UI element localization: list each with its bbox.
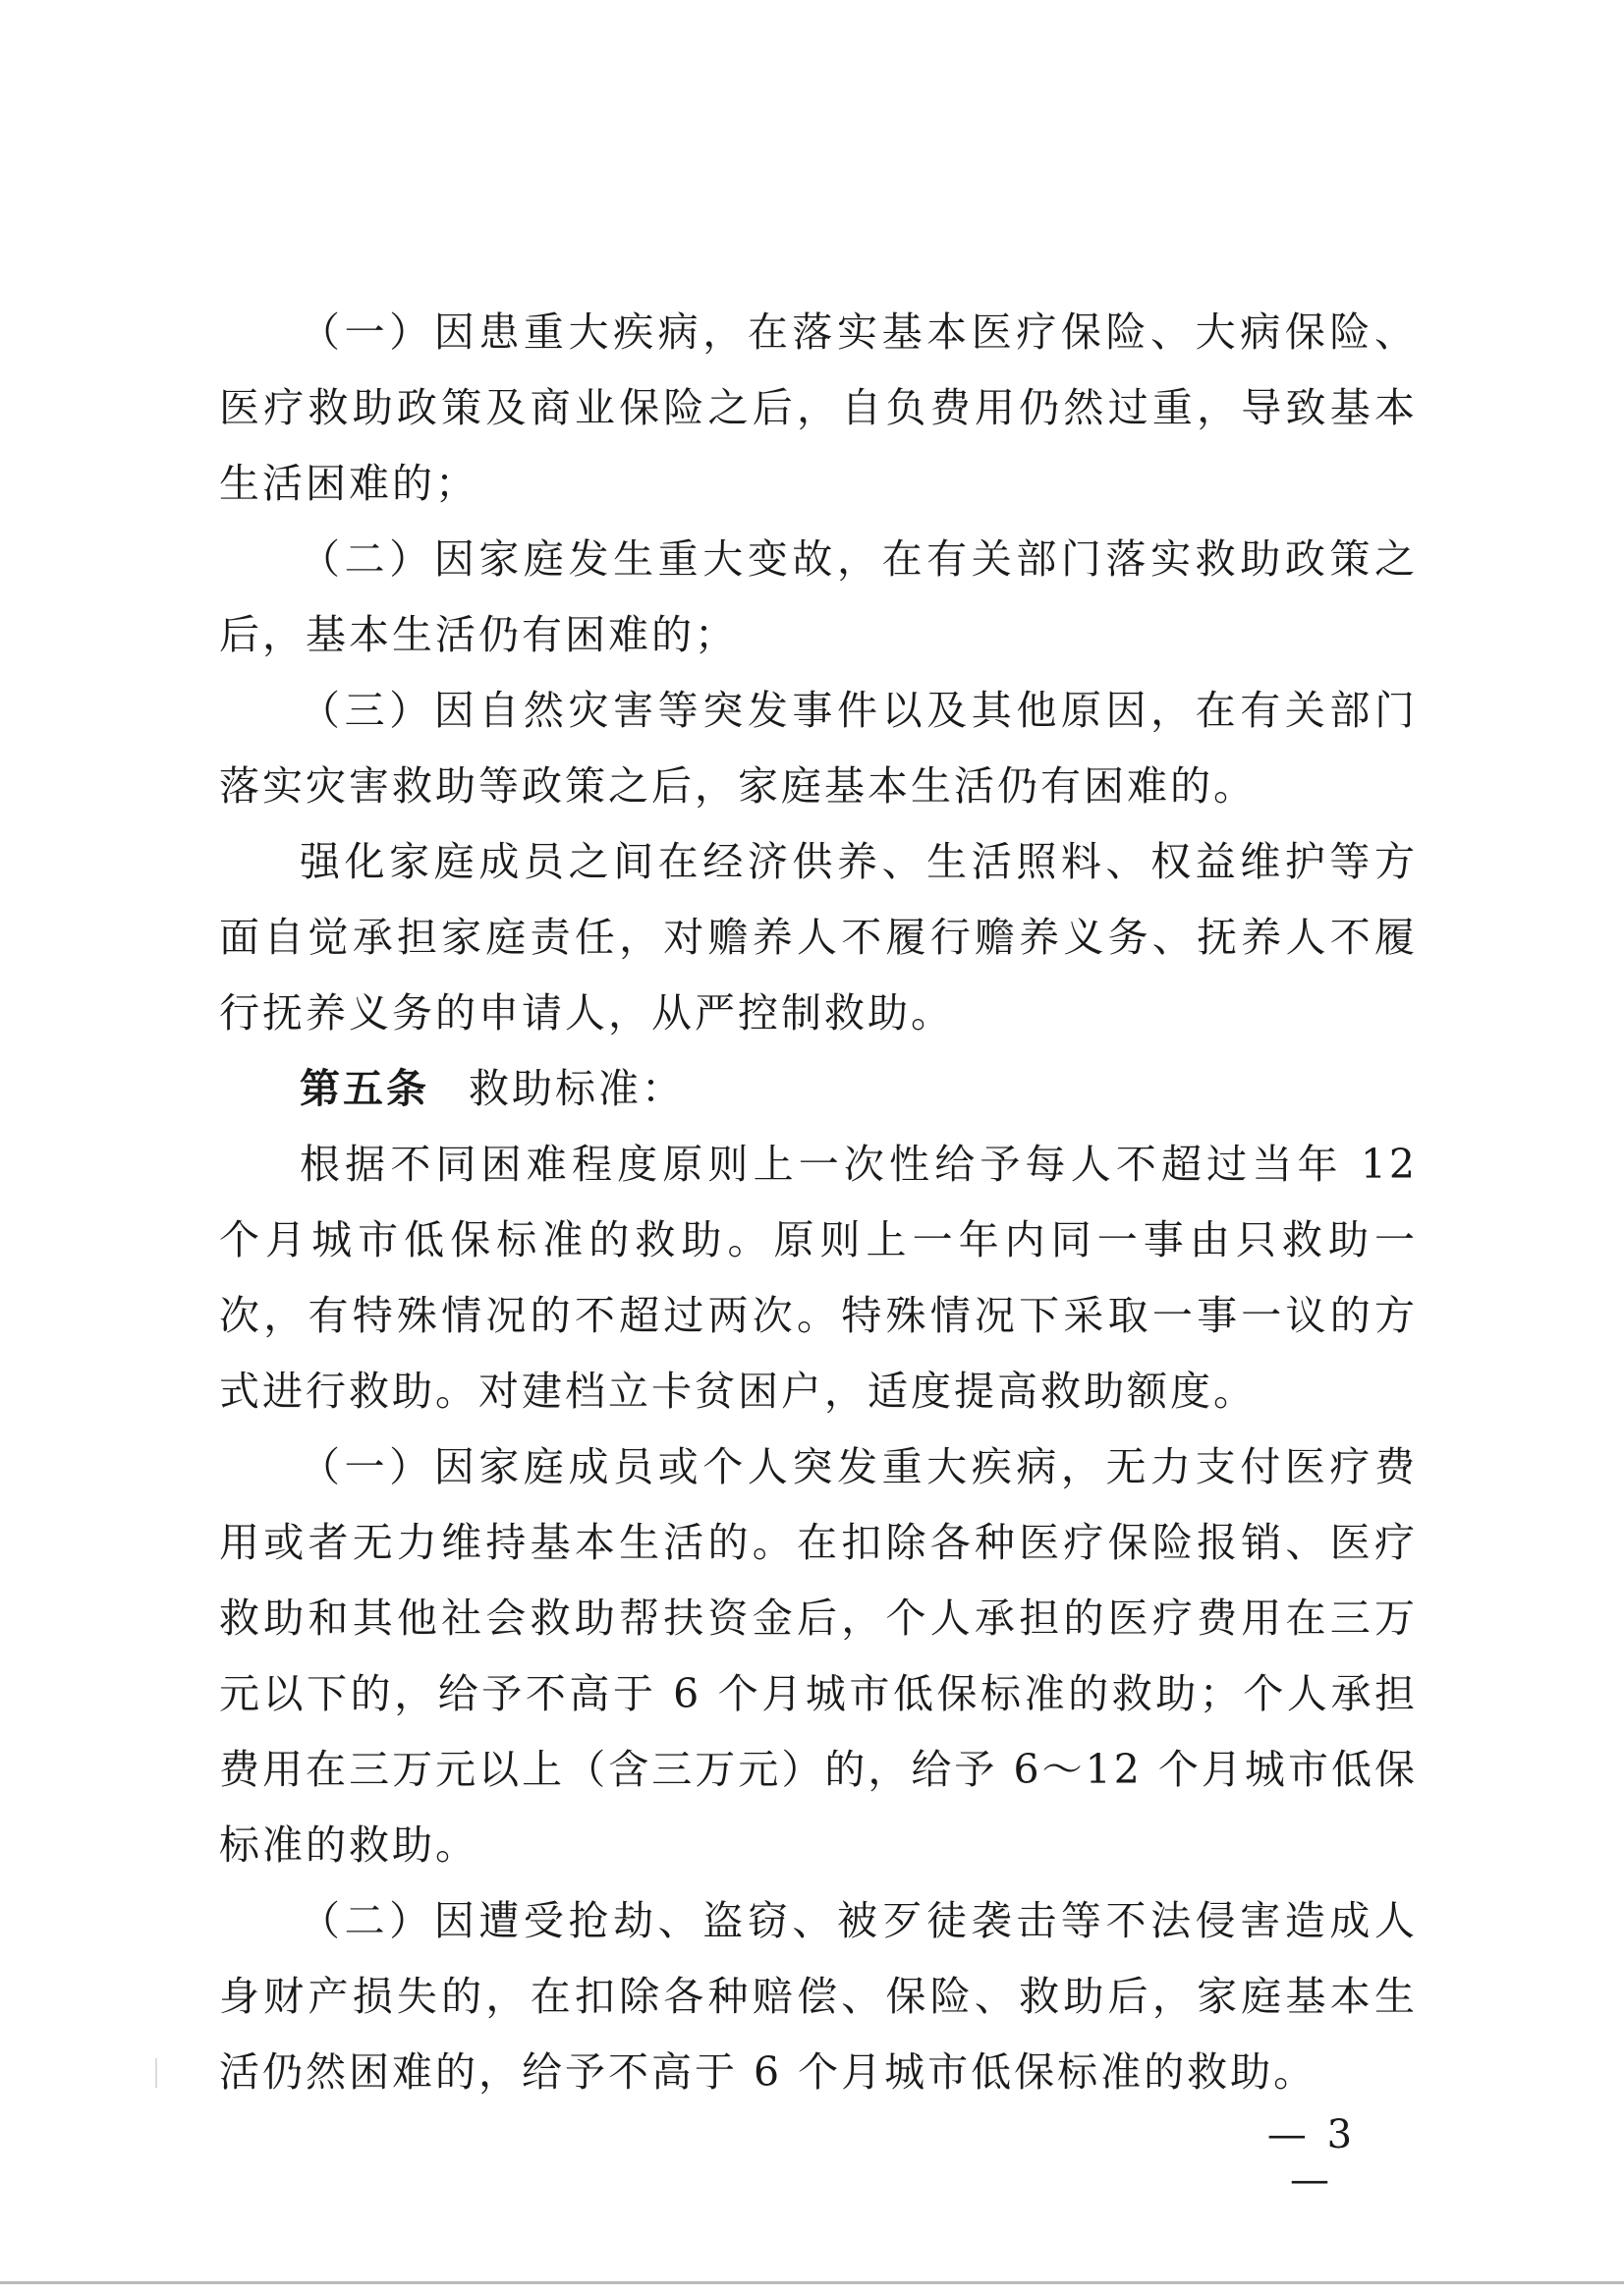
paragraph-item-3-natural-disaster: （三）因自然灾害等突发事件以及其他原因，在有关部门落实灾害救助等政策之后，家庭基本生活仍有困难的。: [219, 687, 1418, 810]
article-heading: [219, 1051, 1418, 1127]
article-label: 第五条: [300, 1065, 429, 1112]
paragraph-standard-item-1-illness: （一）因家庭成员或个人突发重大疾病，无力支付医疗费用或者无力维持基本生活的。在扣除各种医疗保险报销、医疗救助和其他社会救助帮扶资金后，个人承担的医疗费用在三万元以下的，给予不高于 6 个月城市低保标准的救助；个人承担费用在三万元以上（含三万元）的，给予 6～12 个月城市低保标准的救助。: [219, 1443, 1418, 1869]
paragraph-standard-item-2-crime: （二）因遭受抢劫、盗窃、被歹徒袭击等不法侵害造成人身财产损失的，在扣除各种赔偿、保险、救助后，家庭基本生活仍然困难的，给予不高于 6 个月城市低保标准的救助。: [219, 1897, 1418, 2096]
paragraph-item-2-family-change: （二）因家庭发生重大变故，在有关部门落实救助政策之后，基本生活仍有困难的；: [219, 535, 1418, 658]
paragraph-family-responsibility: 强化家庭成员之间在经济供养、生活照料、权益维护等方面自觉承担家庭责任，对赡养人不履行赡养义务、抚养人不履行抚养义务的申请人，从严控制救助。: [219, 838, 1418, 1036]
document-body: [219, 295, 1418, 2110]
page-number: — 3 —: [1266, 2112, 1357, 2203]
scan-mark: [155, 2058, 157, 2088]
article-title: 救助标准：: [469, 1065, 685, 1112]
paragraph-relief-standard: 根据不同困难程度原则上一次性给予每人不超过当年 12 个月城市低保标准的救助。原则上一年内同一事由只救助一次，有特殊情况的不超过两次。特殊情况下采取一事一议的方式进行救助。对建档立卡贫困户，适度提高救助额度。: [219, 1141, 1418, 1415]
bottom-edge-line: [0, 2281, 1624, 2284]
paragraph-item-1-major-illness: （一）因患重大疾病，在落实基本医疗保险、大病保险、医疗救助政策及商业保险之后，自负费用仍然过重，导致基本生活困难的；: [219, 308, 1418, 507]
